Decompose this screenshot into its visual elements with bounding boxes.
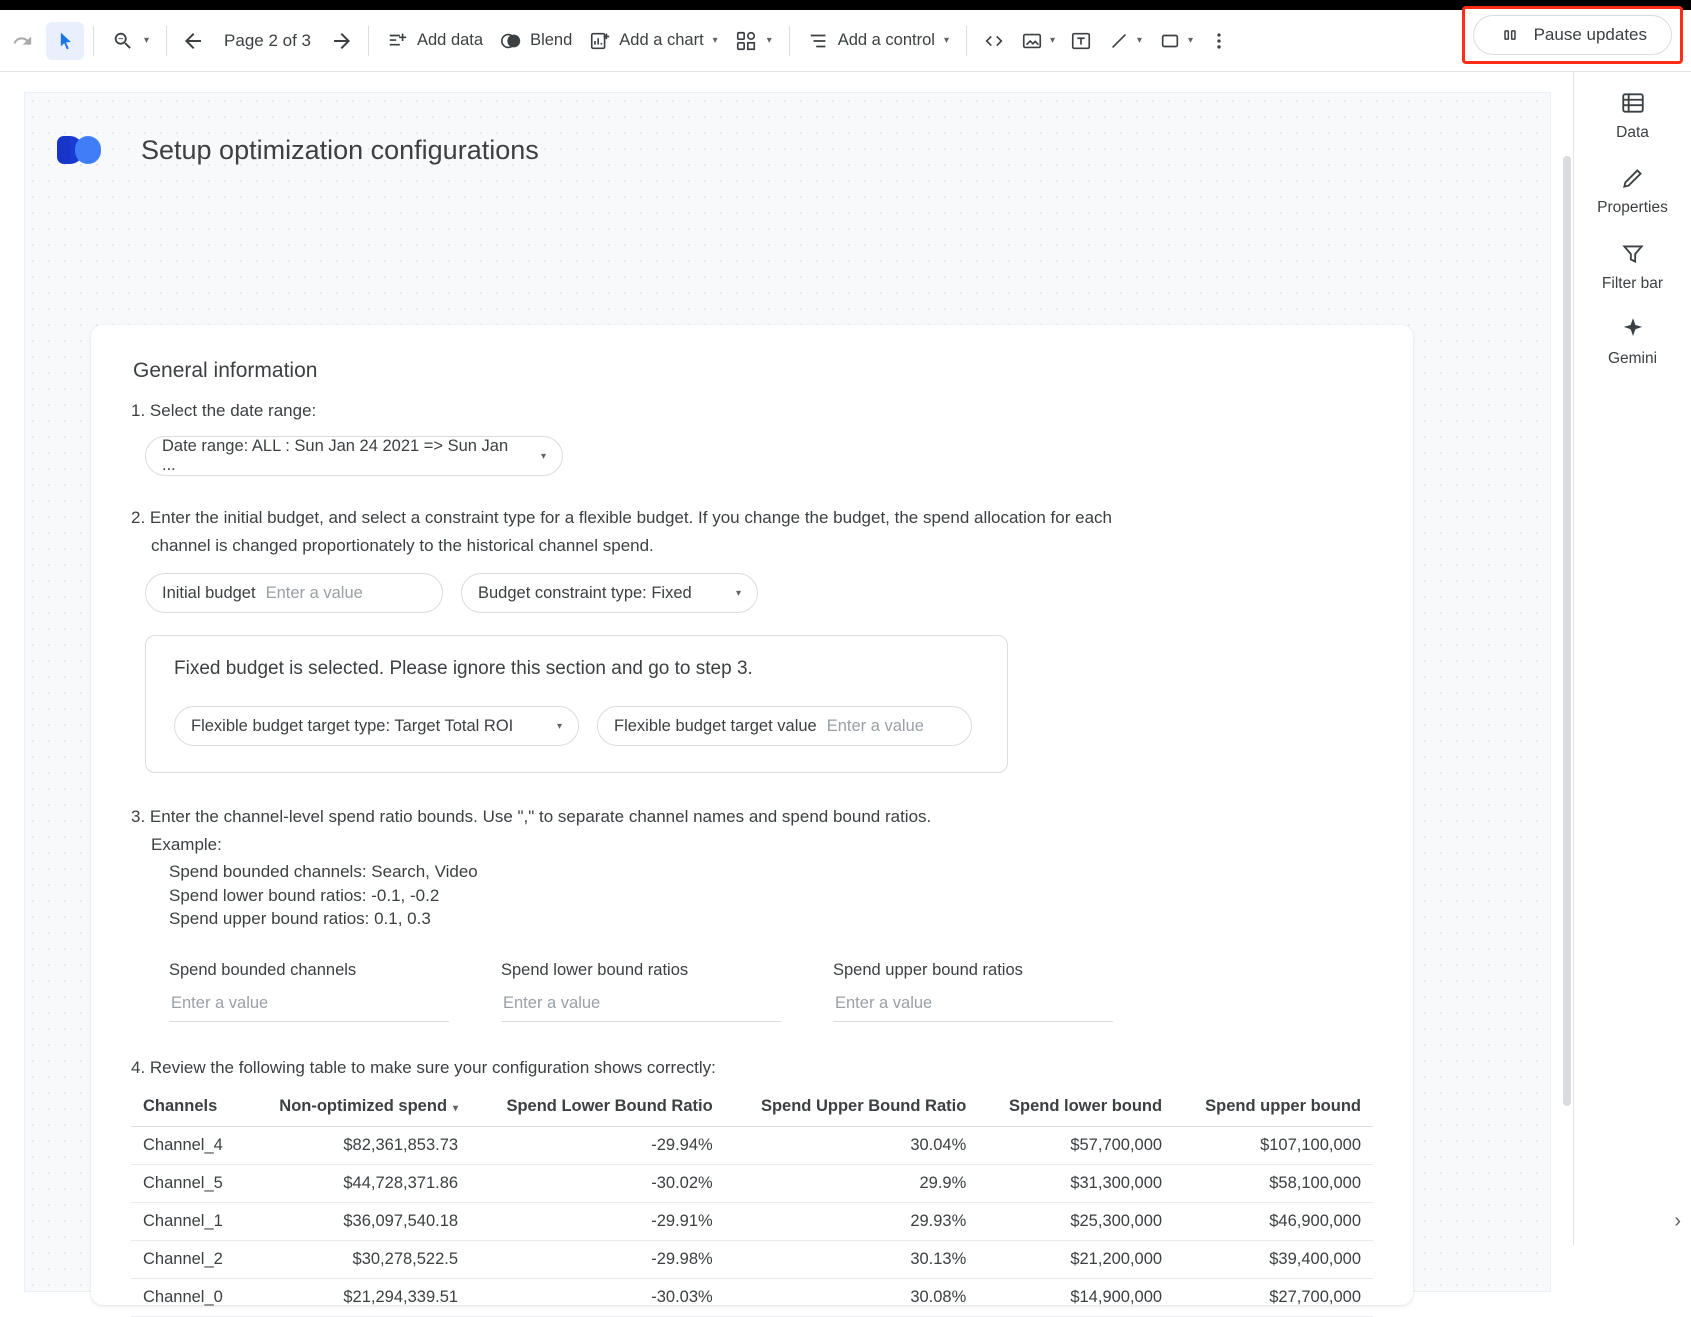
column-header-spend-lower-bound[interactable]: Spend lower bound [978, 1089, 1174, 1127]
chevron-down-icon: ▾ [712, 35, 718, 46]
initial-budget-label: Initial budget [162, 583, 256, 602]
step-4-label: 4. Review the following table to make sure your configuration shows correctly: [131, 1057, 716, 1077]
rail-item-filter-bar-label: Filter bar [1601, 274, 1664, 292]
spend-upper-bound-ratios-field [833, 961, 1113, 1022]
step-3-example-upper: Spend upper bound ratios: 0.1, 0.3 [169, 909, 431, 929]
flexible-target-type-value: Flexible budget target type: Target Total ROI [191, 716, 514, 735]
toolbar-divider [966, 26, 967, 56]
right-panel-rail [1573, 72, 1691, 1245]
page-navigation [176, 24, 359, 58]
zoom-icon [111, 29, 135, 53]
step-2-label-line1: 2. Enter the initial budget, and select a constraint type for a flexible budget. If you change the budget, the spend allocation for each [131, 508, 1112, 528]
add-control-label: Add a control [837, 31, 935, 49]
cell-channel: Channel_5 [131, 1165, 246, 1203]
step-2-label-line2: channel is changed proportionately to the historical channel spend. [151, 535, 654, 555]
table-row[interactable] [131, 1127, 1373, 1165]
toolbar-divider [368, 26, 369, 56]
table-row[interactable] [131, 1279, 1373, 1317]
flexible-target-value-input[interactable] [597, 706, 972, 746]
cell-non-optimized-spend: $21,294,339.51 [246, 1279, 470, 1317]
report-header [25, 93, 1550, 171]
editor-toolbar [0, 10, 1691, 72]
text-box-icon[interactable] [1063, 23, 1099, 59]
general-information-heading: General information [133, 359, 318, 382]
arrow-right-icon[interactable] [325, 24, 359, 58]
toolbar-divider [789, 26, 790, 56]
cell-lower-ratio: -30.03% [470, 1279, 725, 1317]
image-button[interactable] [1012, 21, 1063, 61]
cell-upper-bound: $107,100,000 [1174, 1127, 1373, 1165]
cell-upper-ratio: 30.13% [725, 1241, 979, 1279]
browser-chrome-strip [0, 0, 1691, 10]
cell-upper-ratio: 30.04% [725, 1127, 979, 1165]
arrow-left-icon[interactable] [176, 24, 210, 58]
spend-bounded-channels-input[interactable] [169, 990, 449, 1022]
date-range-control[interactable] [145, 436, 563, 476]
toolbar-divider [166, 26, 167, 56]
community-visualization-button[interactable] [726, 21, 780, 61]
cell-upper-ratio: 30.08% [725, 1279, 979, 1317]
chevron-down-icon: ▾ [556, 720, 562, 732]
column-header-spend-upper-bound-ratio[interactable]: Spend Upper Bound Ratio [725, 1089, 979, 1127]
cell-non-optimized-spend: $30,278,522.5 [246, 1241, 470, 1279]
report-page [24, 92, 1551, 1307]
community-visualization-icon [734, 29, 758, 53]
meridian-logo [57, 129, 119, 171]
rail-item-gemini[interactable] [1578, 314, 1688, 367]
chevron-down-icon: ▾ [144, 35, 150, 46]
initial-budget-placeholder: Enter a value [265, 583, 363, 602]
spend-upper-bound-ratios-input[interactable] [833, 990, 1113, 1022]
select-cursor-icon[interactable] [46, 22, 84, 60]
initial-budget-input[interactable] [145, 573, 443, 613]
fixed-budget-notice-text: Fixed budget is selected. Please ignore this section and go to step 3. [174, 658, 753, 680]
cell-lower-bound: $14,900,000 [978, 1279, 1174, 1317]
cell-lower-bound: $21,200,000 [978, 1241, 1174, 1279]
flexible-target-type-control[interactable] [174, 706, 579, 746]
cell-lower-bound: $57,700,000 [978, 1127, 1174, 1165]
rail-item-data[interactable] [1578, 88, 1688, 141]
column-header-non-optimized-spend[interactable] [246, 1089, 470, 1127]
cell-non-optimized-spend: $36,097,540.18 [246, 1203, 470, 1241]
cell-lower-ratio: -29.98% [470, 1241, 725, 1279]
rail-item-gemini-label: Gemini [1607, 350, 1658, 368]
cell-channel: Channel_2 [131, 1241, 246, 1279]
chevron-down-icon: ▾ [943, 35, 949, 46]
data-panel-icon [1618, 88, 1648, 118]
zoom-control[interactable] [103, 21, 157, 61]
chevron-down-icon: ▾ [766, 35, 772, 46]
add-control-button[interactable] [799, 21, 957, 61]
pause-updates-label: Pause updates [1533, 25, 1647, 44]
add-data-button[interactable] [378, 21, 491, 61]
image-icon [1020, 29, 1044, 53]
rail-item-filter-bar[interactable] [1578, 239, 1688, 292]
fixed-budget-notice [145, 635, 1008, 773]
flexible-target-value-placeholder: Enter a value [826, 716, 924, 735]
cell-upper-bound: $39,400,000 [1174, 1241, 1373, 1279]
redo-icon[interactable] [4, 23, 40, 59]
configuration-table [131, 1089, 1373, 1317]
column-header-non-optimized-spend-label: Non-optimized spend [279, 1097, 448, 1116]
gemini-sparkle-icon [1618, 314, 1648, 344]
cell-upper-bound: $58,100,000 [1174, 1165, 1373, 1203]
more-vertical-icon[interactable] [1201, 23, 1237, 59]
add-chart-button[interactable] [580, 21, 725, 61]
pause-updates-highlight [1462, 6, 1683, 64]
cell-channel: Channel_4 [131, 1127, 246, 1165]
cell-upper-ratio: 29.93% [725, 1203, 979, 1241]
spend-lower-bound-ratios-field [501, 961, 781, 1022]
pencil-icon [1618, 163, 1648, 193]
step-3-example-lower: Spend lower bound ratios: -0.1, -0.2 [169, 885, 440, 905]
spend-lower-bound-ratios-input[interactable] [501, 990, 781, 1022]
blend-button[interactable] [491, 21, 580, 61]
add-data-label: Add data [417, 31, 484, 49]
cell-channel: Channel_0 [131, 1279, 246, 1317]
rail-item-properties[interactable] [1578, 163, 1688, 216]
chevron-down-icon: ▾ [1137, 35, 1143, 46]
sort-descending-icon: ▾ [453, 1103, 459, 1115]
rail-item-properties-label: Properties [1597, 199, 1668, 217]
report-canvas [0, 72, 1573, 1307]
column-header-channels[interactable]: Channels [131, 1089, 246, 1127]
page-indicator[interactable]: Page 2 of 3 [224, 30, 311, 50]
table-row[interactable] [131, 1165, 1373, 1203]
cell-non-optimized-spend: $44,728,371.86 [246, 1165, 470, 1203]
spend-bounded-channels-label: Spend bounded channels [169, 960, 357, 979]
chevron-down-icon: ▾ [1188, 35, 1194, 46]
step-3-example-channels: Spend bounded channels: Search, Video [169, 862, 478, 882]
cell-channel: Channel_1 [131, 1203, 246, 1241]
chevron-down-icon: ▾ [1049, 35, 1056, 46]
flexible-target-value-label: Flexible budget target value [614, 716, 817, 735]
configuration-card [91, 325, 1413, 1305]
cell-lower-ratio: -29.94% [470, 1127, 725, 1165]
shape-icon [1158, 29, 1182, 53]
date-range-value: Date range: ALL : Sun Jan 24 2021 => Sun Jan ... [162, 437, 509, 475]
column-header-spend-upper-bound[interactable]: Spend upper bound [1174, 1089, 1373, 1127]
add-chart-label: Add a chart [619, 31, 704, 49]
chevron-down-icon: ▾ [735, 587, 741, 599]
pause-updates-button[interactable] [1473, 15, 1672, 55]
cell-lower-bound: $31,300,000 [978, 1165, 1174, 1203]
add-data-icon [386, 29, 410, 53]
chevron-right-icon[interactable]: › [1674, 1210, 1681, 1232]
chevron-down-icon: ▾ [540, 450, 546, 462]
cell-lower-bound: $25,300,000 [978, 1203, 1174, 1241]
budget-constraint-type-value: Budget constraint type: Fixed [478, 583, 692, 602]
shape-button[interactable] [1150, 21, 1201, 61]
blend-icon [499, 29, 523, 53]
cell-non-optimized-spend: $82,361,853.73 [246, 1127, 470, 1165]
add-control-icon [807, 29, 831, 53]
blend-label: Blend [530, 31, 573, 49]
toolbar-divider [93, 26, 94, 56]
step-3-label: 3. Enter the channel-level spend ratio bounds. Use "," to separate channel names and spend bound ratios. [131, 807, 932, 827]
cell-upper-bound: $27,700,000 [1174, 1279, 1373, 1317]
cell-upper-ratio: 29.9% [725, 1165, 979, 1203]
spend-bounded-channels-field [169, 961, 449, 1022]
step-1-label: 1. Select the date range: [131, 401, 317, 420]
filter-icon [1618, 239, 1648, 269]
spend-lower-bound-ratios-label: Spend lower bound ratios [501, 960, 689, 979]
cell-lower-ratio: -30.02% [470, 1165, 725, 1203]
add-chart-icon [588, 29, 612, 53]
cell-lower-ratio: -29.91% [470, 1203, 725, 1241]
table-row[interactable] [131, 1203, 1373, 1241]
line-button[interactable] [1099, 21, 1150, 61]
spend-upper-bound-ratios-label: Spend upper bound ratios [833, 960, 1023, 979]
table-header-row [131, 1089, 1373, 1127]
column-header-spend-lower-bound-ratio[interactable]: Spend Lower Bound Ratio [470, 1089, 725, 1127]
cell-upper-bound: $46,900,000 [1174, 1203, 1373, 1241]
table-row[interactable] [131, 1241, 1373, 1279]
code-embed-icon[interactable] [976, 23, 1012, 59]
step-3-example-title: Example: [151, 834, 222, 854]
canvas-vertical-scrollbar[interactable] [1563, 156, 1571, 1106]
pause-icon [1498, 23, 1522, 47]
rail-item-data-label: Data [1616, 124, 1649, 141]
budget-constraint-type-control[interactable] [461, 573, 758, 613]
page-title: Setup optimization configurations [141, 134, 539, 165]
line-icon [1107, 29, 1131, 53]
